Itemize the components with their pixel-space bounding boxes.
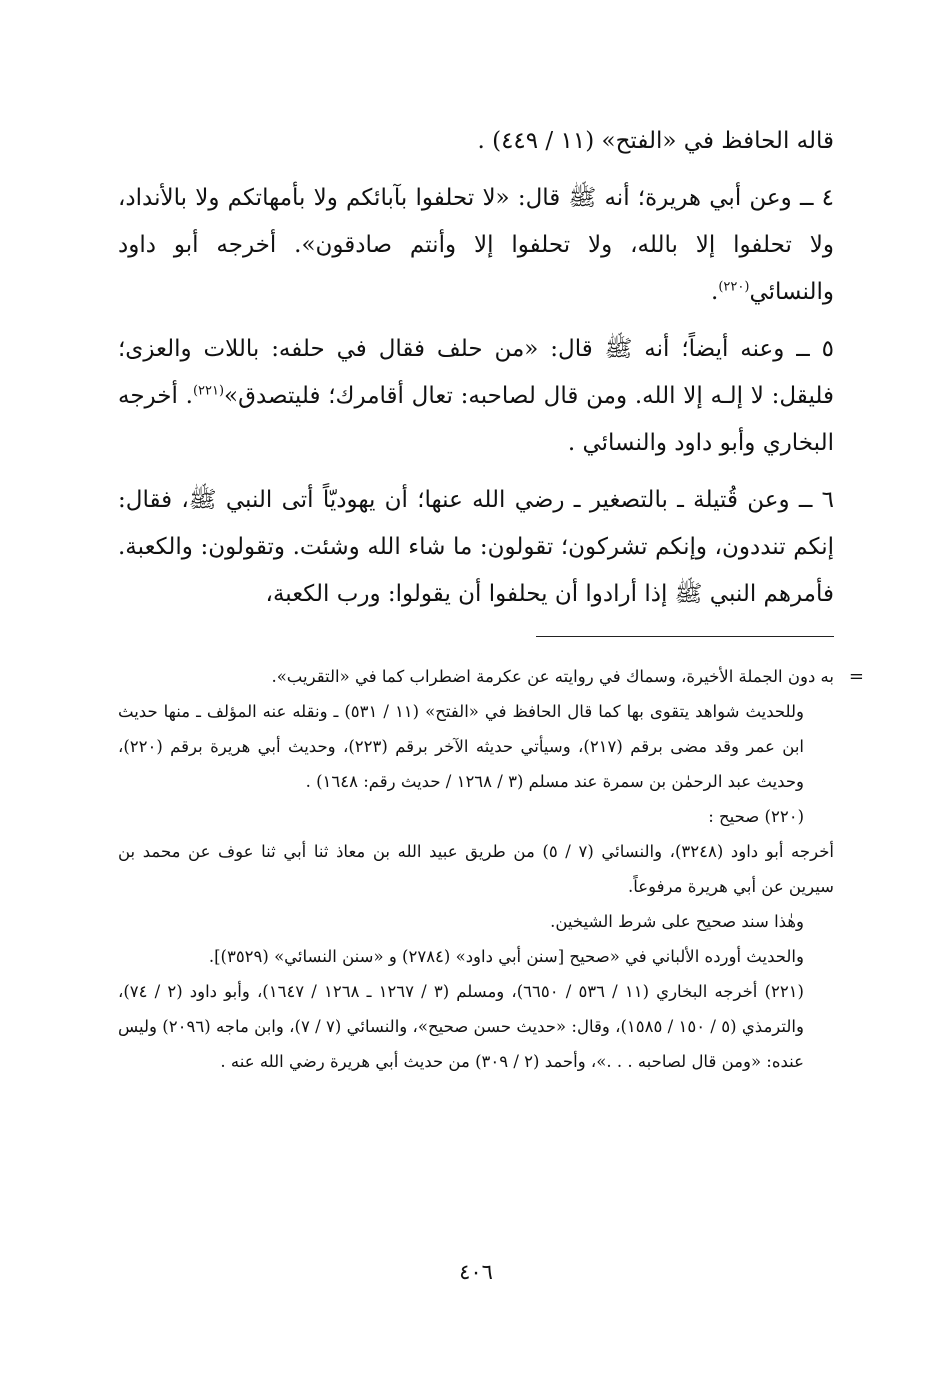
paragraph-hadith-5 xyxy=(118,326,834,467)
paragraph-intro: قاله الحافظ في «الفتح» (١١ / ٤٤٩) . xyxy=(477,128,834,154)
hadith-4-end: . xyxy=(711,279,719,305)
page-number: ٤٠٦ xyxy=(459,1260,493,1284)
footnote-221: (٢٢١) أخرجه البخاري (١١ / ٥٣٦ / ٦٦٥٠)، ومسلم (٣ / ١٢٦٧ ـ ١٢٦٨ / ١٦٤٧)، وأبو داود (٢ / ٧٤)، والترمذي (٥ / ١٥٠ / ١٥٨٥)، وقال: «حديث حسن صحيح»، والنسائي (٧ / ٧)، وابن ماجه (٢٠٩٦) وليس عنده: «ومن قال لصاحبه . . .»، وأحمد (٢ / ٣٠٩) من حديث أبي هريرة رضي الله عنه . xyxy=(118,982,804,1071)
footnote-paragraph: والحديث أورده الألباني في «صحيح [سنن أبي داود» (٢٧٨٤) و «سنن النسائي» (٣٥٢٩)]. xyxy=(208,947,804,966)
paragraph-hadith-6: ٦ ــ وعن قُتيلة ـ بالتصغير ـ رضي الله عنها؛ أن يهوديّاً أتى النبي ﷺ، فقال: إنكم تنددون، وإنكم تشركون؛ تقولون: ما شاء الله وشئت. وتقولون: والكعبة. فأمرهم النبي ﷺ إذا أرادوا أن يحلفوا أن يقولوا: ورب الكعبة، xyxy=(118,487,834,607)
hadith-5-end: . أخرجه البخاري وأبو داود والنسائي . xyxy=(118,383,834,456)
footnote-continuation xyxy=(118,659,864,694)
page xyxy=(118,118,864,1298)
continuation-mark: = xyxy=(848,666,864,687)
footnote-paragraph: وهٰذا سند صحيح على شرط الشيخين. xyxy=(550,912,804,931)
footnote-paragraph: أخرجه أبو داود (٣٢٤٨)، والنسائي (٧ / ٥) من طريق عبيد الله بن معاذ ثنا أبي ثنا عوف عن محمد بن سيرين عن أبي هريرة مرفوعاً. xyxy=(118,842,834,896)
hadith-5-text: ٥ ــ وعنه أيضاً؛ أنه ﷺ قال: «من حلف فقال في حلفه: باللات والعزى؛ فليقل: لا إلـه إلا الله. ومن قال لصاحبه: تعال أقامرك؛ فليتصدق» xyxy=(118,336,834,409)
paragraph-hadith-4 xyxy=(118,175,834,316)
footnote-separator xyxy=(536,636,834,637)
footnotes xyxy=(118,659,864,1079)
footnote-line: به دون الجملة الأخيرة، وسماك في روايته عن عكرمة اضطراب كما في «التقريب». xyxy=(271,667,834,686)
main-text xyxy=(118,118,834,618)
footnote-heading-220: (٢٢٠) صحيح : xyxy=(708,807,804,826)
footnote-ref-220[interactable]: (٢٢٠) xyxy=(718,279,750,295)
footnote-ref-221[interactable]: (٢٢١) xyxy=(192,383,225,399)
hadith-4-text: ٤ ــ وعن أبي هريرة؛ أنه ﷺ قال: «لا تحلفوا بآبائكم ولا بأمهاتكم ولا بالأنداد، ولا تحلفوا إلا بالله، ولا تحلفوا إلا وأنتم صادقون». أخرجه أبو داود والنسائي xyxy=(118,185,834,305)
footnote-paragraph: وللحديث شواهد يتقوى بها كما قال الحافظ في «الفتح» (١١ / ٥٣١) ـ ونقله عنه المؤلف ـ منها حديث ابن عمر وقد مضى برقم (٢١٧)، وسيأتي حديثه الآخر برقم (٢٢٣)، وحديث أبي هريرة برقم (٢٢٠)، وحديث عبد الرحمٰن بن سمرة عند مسلم (٣ / ١٢٦٨ / حديث رقم: ١٦٤٨) . xyxy=(118,702,805,791)
